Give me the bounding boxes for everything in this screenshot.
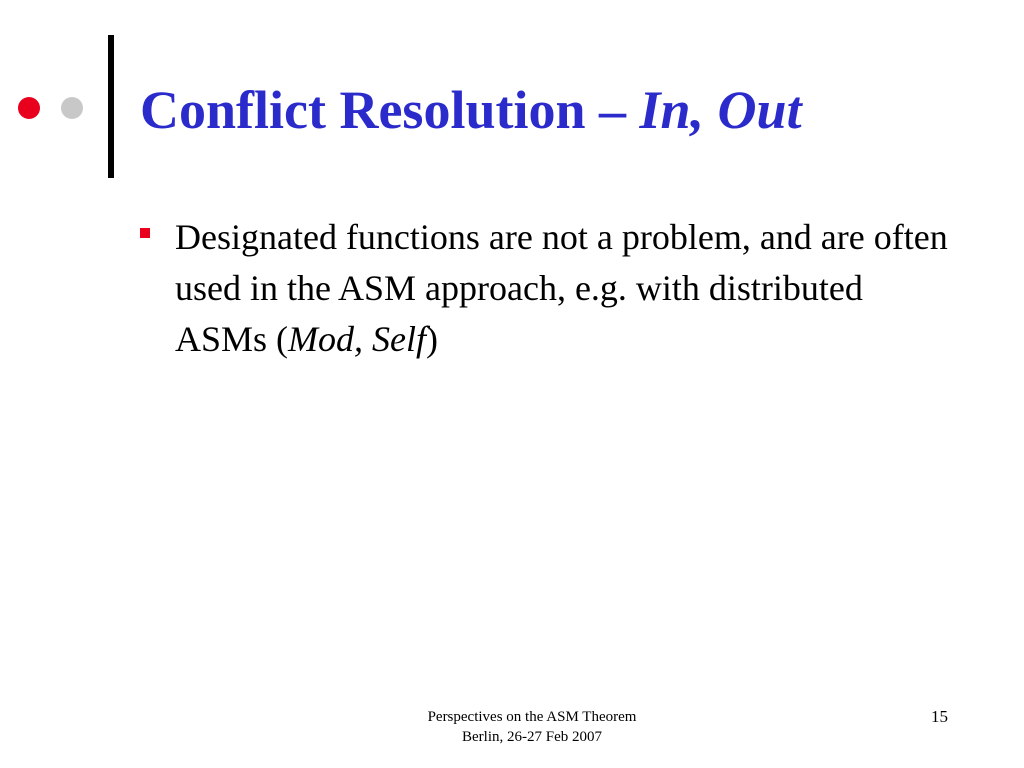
page-number: 15 <box>931 707 948 726</box>
title-divider-bar <box>108 35 114 178</box>
footer <box>362 707 702 747</box>
title-italic: In, Out <box>639 80 802 140</box>
slide-title <box>140 78 802 142</box>
title-main: Conflict Resolution – <box>140 80 640 140</box>
bullet-text-part2: ) <box>426 319 439 359</box>
footer-line1: Perspectives on the ASM Theorem <box>427 709 637 725</box>
footer-line2: Berlin, 26-27 Feb 2007 <box>462 729 602 745</box>
bullet-text-italic: Mod, Self <box>288 319 427 359</box>
bullet-text <box>175 212 960 365</box>
bullet-text-part1: Designated functions are not a problem, and are often used in the ASM approach, e.g. with distributed ASMs ( <box>175 217 948 359</box>
red-dot-icon <box>18 97 40 119</box>
square-bullet-icon <box>140 228 150 238</box>
gray-dot-icon <box>61 97 83 119</box>
